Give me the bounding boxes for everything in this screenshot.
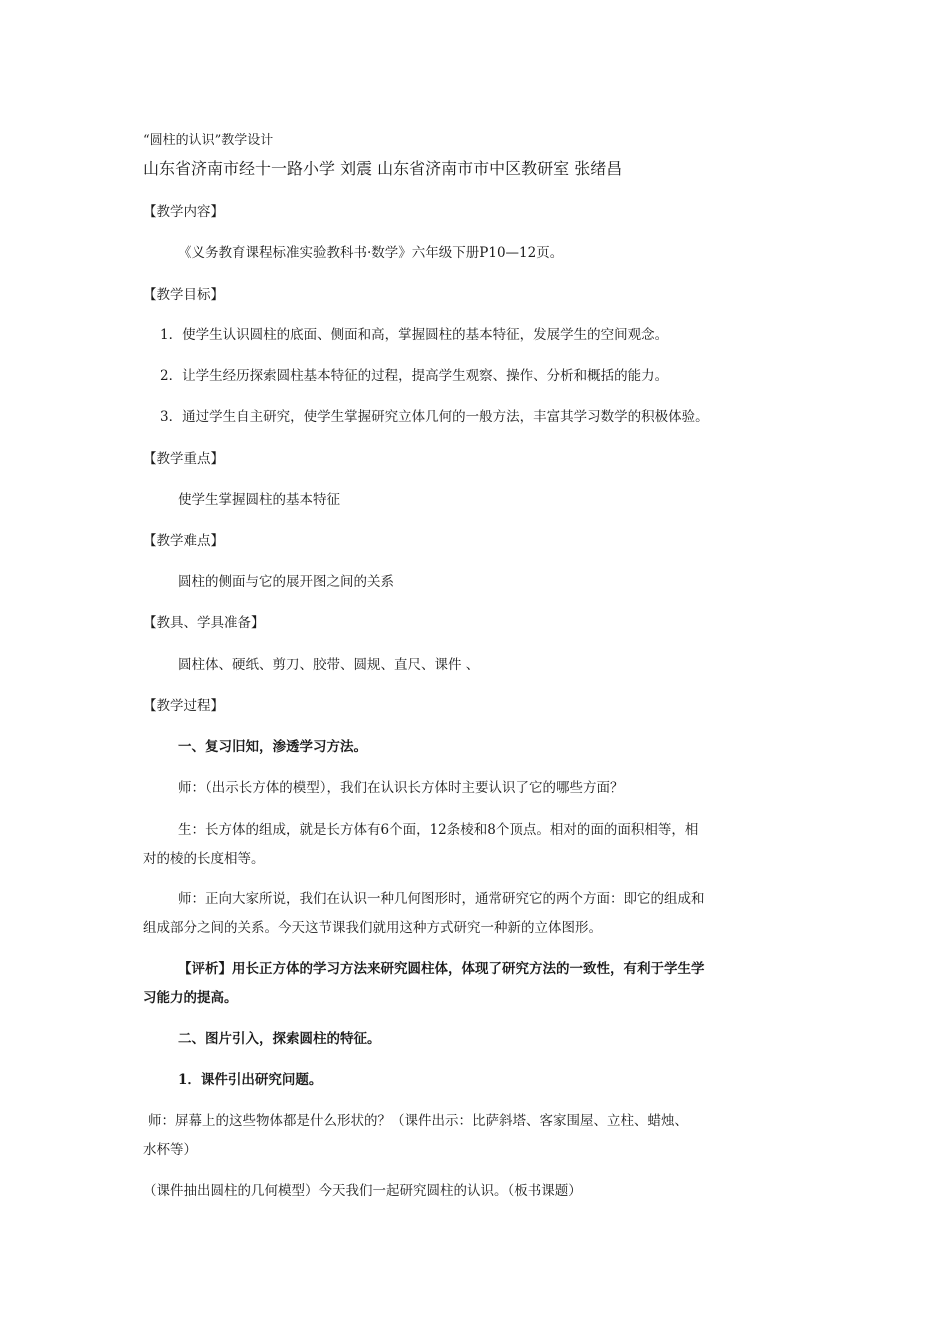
paragraph-line: 生：长方体的组成，就是长方体有6个面，12条棱和8个顶点。相对的面的面积相等，相: [178, 822, 699, 838]
paragraph: 师：（出示长方体的模型），我们在认识长方体时主要认识了它的哪些方面？: [178, 780, 624, 796]
step-heading: 一、复习旧知，渗透学习方法。: [178, 739, 367, 755]
document-authors: 山东省济南市经十一路小学 刘震 山东省济南市市中区教研室 张绪昌: [143, 159, 623, 178]
paragraph-line: 组成部分之间的关系。今天这节课我们就用这种方式研究一种新的立体图形。: [143, 920, 602, 936]
paragraph-line: 水杯等）: [143, 1142, 197, 1158]
paragraph: （课件抽出圆柱的几何模型）今天我们一起研究圆柱的认识。（板书课题）: [143, 1183, 582, 1199]
comment-line: 【评析】用长正方体的学习方法来研究圆柱体，体现了研究方法的一致性，有利于学生学: [178, 961, 705, 977]
key-point-paragraph: 使学生掌握圆柱的基本特征: [178, 492, 340, 508]
section-heading-process: 【教学过程】: [143, 698, 224, 714]
paragraph-line: 对的棱的长度相等。: [143, 851, 265, 867]
section-heading-tools: 【教具、学具准备】: [143, 615, 265, 631]
section-heading-content: 【教学内容】: [143, 204, 224, 220]
section-heading-difficult: 【教学难点】: [143, 533, 224, 549]
section-heading-goals: 【教学目标】: [143, 287, 224, 303]
goal-item: 2．让学生经历探索圆柱基本特征的过程，提高学生观察、操作、分析和概括的能力。: [160, 368, 669, 384]
goal-item: 3．通过学生自主研究，使学生掌握研究立体几何的一般方法，丰富其学习数学的积极体验。: [160, 409, 709, 425]
content-paragraph: 《义务教育课程标准实验教科书·数学》六年级下册P10—12页。: [178, 245, 564, 261]
tools-paragraph: 圆柱体、硬纸、剪刀、胶带、圆规、直尺、课件 、: [178, 657, 480, 673]
goal-item: 1．使学生认识圆柱的底面、侧面和高，掌握圆柱的基本特征，发展学生的空间观念。: [160, 327, 669, 343]
difficult-point-paragraph: 圆柱的侧面与它的展开图之间的关系: [178, 574, 394, 590]
step-heading: 二、图片引入，探索圆柱的特征。: [178, 1031, 381, 1047]
paragraph-line: 师：正向大家所说，我们在认识一种几何图形时，通常研究它的两个方面：即它的组成和: [178, 891, 705, 907]
document-title: “圆柱的认识”教学设计: [143, 133, 274, 148]
sub-heading: 1．课件引出研究问题。: [178, 1072, 323, 1088]
comment-line: 习能力的提高。: [143, 990, 238, 1006]
paragraph-line: 师：屏幕上的这些物体都是什么形状的？（课件出示：比萨斜塔、客家围屋、立柱、蜡烛、: [148, 1113, 688, 1129]
section-heading-key: 【教学重点】: [143, 451, 224, 467]
